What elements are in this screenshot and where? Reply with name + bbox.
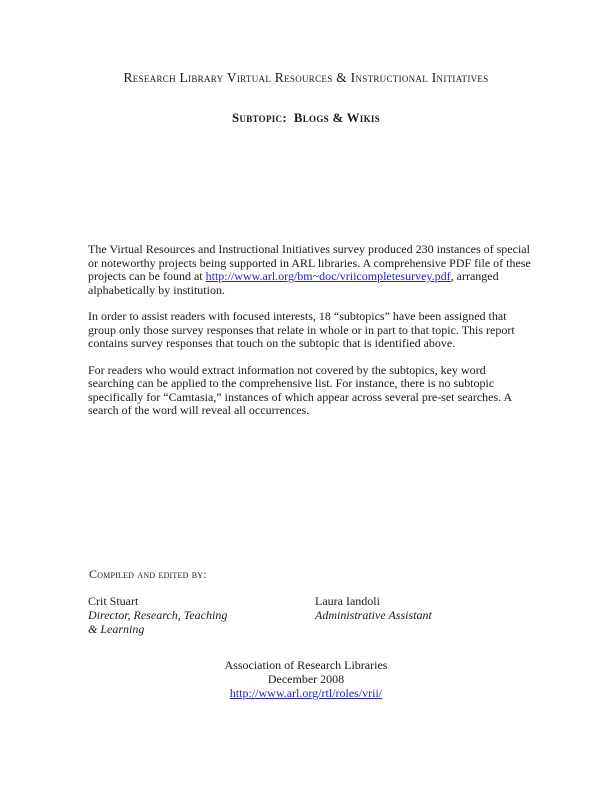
person-title-line: Administrative Assistant (315, 607, 432, 622)
footer-organization: Association of Research Libraries (224, 658, 388, 672)
credits-heading: Compiled and edited by: (89, 567, 207, 581)
subtopics-paragraph: In order to assist readers with focused interests, 18 “subtopics” have been assigned that group only those survey responses that relate in whole or in part to that topic. This report contains survey responses that touch on the subtopic that is identified above. (88, 309, 515, 350)
footer (0, 659, 612, 700)
person-crit-stuart (88, 595, 303, 636)
intro-paragraph (88, 243, 532, 297)
survey-pdf-link[interactable]: http://www.arl.org/bm~doc/vriicompletesurvey.pdf (205, 269, 451, 283)
keyword-paragraph: For readers who would extract information not covered by the subtopics, key word searching can be applied to the comprehensive list. For instance, there is no subtopic specifically for “Camtasia,” instances of which appear across several pre-set searches. A search of the word will reveal all occurrences. (88, 362, 512, 417)
person-laura-iandoli (315, 595, 530, 623)
person-name: Crit Stuart (88, 594, 139, 608)
footer-link[interactable]: http://www.arl.org/rtl/roles/vrii/ (229, 685, 383, 700)
body-text (88, 243, 532, 431)
intro-text-before-link: The Virtual Resources and Instructional Initiatives survey produced 230 instances of special or noteworthy projects being supported in ARL libraries. A comprehensive PDF file of these projects can be found at (88, 242, 531, 283)
footer-date: December 2008 (267, 671, 345, 686)
person-title-line: & Learning (88, 621, 145, 636)
page-subtitle: Subtopic: Blogs & Wikis (232, 111, 380, 125)
page-title: Research Library Virtual Resources & Instructional Initiatives (123, 70, 489, 85)
person-title-line: Director, Research, Teaching (88, 607, 228, 622)
person-name: Laura Iandoli (315, 594, 380, 608)
intro-text-after-link: , arranged alphabetically by institution. (88, 269, 499, 297)
